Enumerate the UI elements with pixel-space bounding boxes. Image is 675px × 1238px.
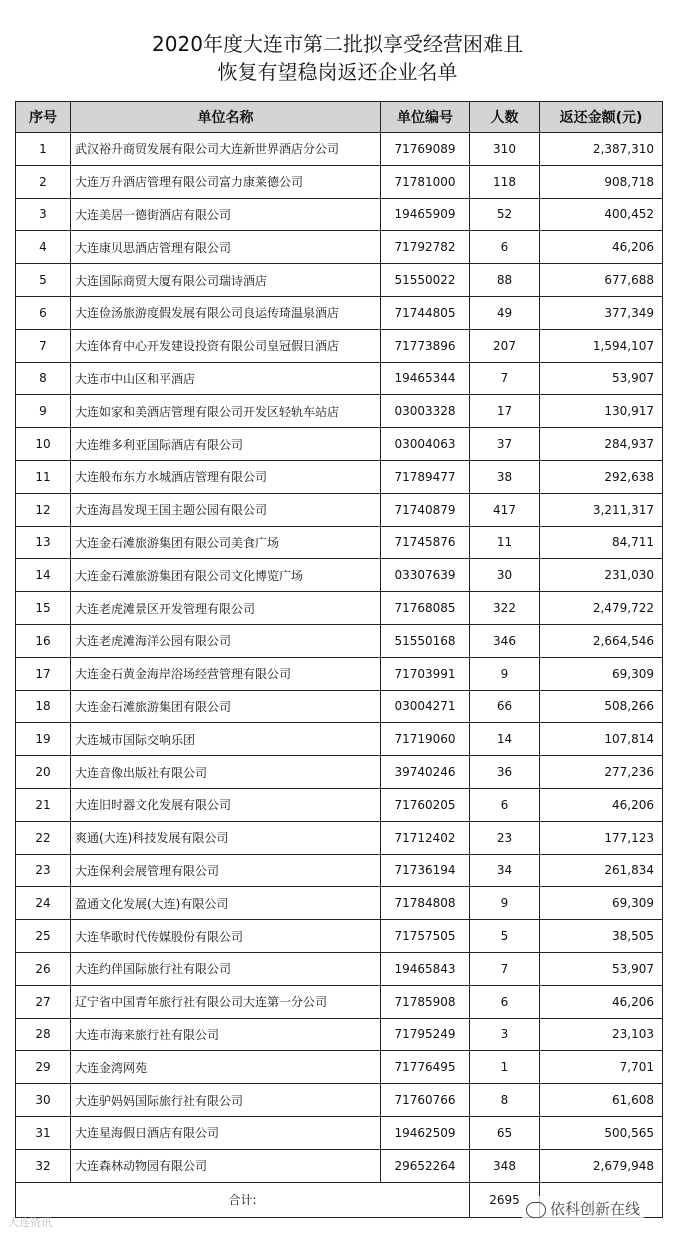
- table-row: [16, 395, 663, 428]
- row-index: 24: [16, 887, 71, 920]
- row-code: 71712402: [381, 821, 470, 854]
- row-code: 71719060: [381, 723, 470, 756]
- row-company: 大连约伴国际旅行社有限公司: [71, 952, 381, 985]
- table-row: [16, 133, 663, 166]
- row-people: 23: [470, 821, 540, 854]
- row-people: 7: [470, 952, 540, 985]
- footer-label: 合计:: [16, 1182, 470, 1217]
- row-code: 19465843: [381, 952, 470, 985]
- row-code: 03003328: [381, 395, 470, 428]
- table-row: [16, 460, 663, 493]
- watermark-left: 大连资讯: [8, 1216, 52, 1229]
- page-title: [0, 30, 675, 86]
- row-company: 盈通文化发展(大连)有限公司: [71, 887, 381, 920]
- watermark-right: [522, 1196, 644, 1221]
- row-people: 52: [470, 198, 540, 231]
- row-people: 38: [470, 460, 540, 493]
- table-row: [16, 657, 663, 690]
- row-company: 大连金石滩旅游集团有限公司文化博览广场: [71, 559, 381, 592]
- row-index: 25: [16, 920, 71, 953]
- table-row: [16, 559, 663, 592]
- row-code: 71757505: [381, 920, 470, 953]
- row-code: 71760766: [381, 1084, 470, 1117]
- row-index: 20: [16, 756, 71, 789]
- row-index: 4: [16, 231, 71, 264]
- row-index: 2: [16, 165, 71, 198]
- row-amount: 46,206: [540, 231, 663, 264]
- row-amount: 69,309: [540, 887, 663, 920]
- row-company: 大连旧时器文化发展有限公司: [71, 788, 381, 821]
- row-amount: 677,688: [540, 264, 663, 297]
- row-company: 大连万升酒店管理有限公司富力康莱德公司: [71, 165, 381, 198]
- table-row: [16, 1051, 663, 1084]
- row-people: 207: [470, 329, 540, 362]
- row-index: 28: [16, 1018, 71, 1051]
- row-index: 32: [16, 1149, 71, 1182]
- row-amount: 2,679,948: [540, 1149, 663, 1182]
- row-code: 71784808: [381, 887, 470, 920]
- row-index: 10: [16, 428, 71, 461]
- row-amount: 2,387,310: [540, 133, 663, 166]
- row-code: 71703991: [381, 657, 470, 690]
- row-amount: 7,701: [540, 1051, 663, 1084]
- row-company: 大连市中山区和平酒店: [71, 362, 381, 395]
- row-company: 大连般布东方水城酒店管理有限公司: [71, 460, 381, 493]
- table-row: [16, 723, 663, 756]
- table-row: [16, 428, 663, 461]
- row-company: 爽通(大连)科技发展有限公司: [71, 821, 381, 854]
- row-index: 21: [16, 788, 71, 821]
- row-company: 大连金石滩旅游集团有限公司美食广场: [71, 526, 381, 559]
- row-company: 大连老虎滩海洋公园有限公司: [71, 624, 381, 657]
- row-amount: 1,594,107: [540, 329, 663, 362]
- title-line-2: 恢复有望稳岗返还企业名单: [217, 60, 458, 84]
- row-index: 22: [16, 821, 71, 854]
- company-table: [15, 101, 663, 1218]
- row-company: 大连国际商贸大厦有限公司瑞诗酒店: [71, 264, 381, 297]
- row-index: 18: [16, 690, 71, 723]
- header-amount: 返还金额(元): [540, 102, 663, 133]
- table-row: [16, 887, 663, 920]
- row-amount: 377,349: [540, 296, 663, 329]
- row-people: 8: [470, 1084, 540, 1117]
- footer-total-people: 2695: [470, 1182, 540, 1217]
- row-people: 7: [470, 362, 540, 395]
- row-amount: 400,452: [540, 198, 663, 231]
- row-amount: 3,211,317: [540, 493, 663, 526]
- row-index: 8: [16, 362, 71, 395]
- row-index: 15: [16, 592, 71, 625]
- row-company: 大连驴妈妈国际旅行社有限公司: [71, 1084, 381, 1117]
- table-row: [16, 1149, 663, 1182]
- row-code: 29652264: [381, 1149, 470, 1182]
- row-company: 大连市海来旅行社有限公司: [71, 1018, 381, 1051]
- row-code: 71789477: [381, 460, 470, 493]
- row-index: 31: [16, 1116, 71, 1149]
- title-line-1: 2020年度大连市第二批拟享受经营困难且: [152, 32, 523, 56]
- row-index: 3: [16, 198, 71, 231]
- row-code: 71795249: [381, 1018, 470, 1051]
- row-company: 大连维多利亚国际酒店有限公司: [71, 428, 381, 461]
- row-company: 大连俭汤旅游度假发展有限公司良运传琦温泉酒店: [71, 296, 381, 329]
- table-row: [16, 296, 663, 329]
- row-code: 51550168: [381, 624, 470, 657]
- row-index: 27: [16, 985, 71, 1018]
- row-code: 03004063: [381, 428, 470, 461]
- row-amount: 130,917: [540, 395, 663, 428]
- row-company: 大连森林动物园有限公司: [71, 1149, 381, 1182]
- row-company: 武汉裕升商贸发展有限公司大连新世界酒店分公司: [71, 133, 381, 166]
- table-row: [16, 526, 663, 559]
- row-code: 03004271: [381, 690, 470, 723]
- row-index: 26: [16, 952, 71, 985]
- row-code: 51550022: [381, 264, 470, 297]
- row-amount: 46,206: [540, 788, 663, 821]
- row-amount: 69,309: [540, 657, 663, 690]
- row-company: 大连城市国际交响乐团: [71, 723, 381, 756]
- row-amount: 61,608: [540, 1084, 663, 1117]
- row-index: 12: [16, 493, 71, 526]
- row-code: 19465909: [381, 198, 470, 231]
- row-code: 71736194: [381, 854, 470, 887]
- row-amount: 53,907: [540, 952, 663, 985]
- row-people: 88: [470, 264, 540, 297]
- row-people: 17: [470, 395, 540, 428]
- row-people: 9: [470, 657, 540, 690]
- table-row: [16, 592, 663, 625]
- row-people: 37: [470, 428, 540, 461]
- row-code: 71760205: [381, 788, 470, 821]
- row-code: 71769089: [381, 133, 470, 166]
- row-people: 322: [470, 592, 540, 625]
- row-amount: 84,711: [540, 526, 663, 559]
- row-company: 大连星海假日酒店有限公司: [71, 1116, 381, 1149]
- table-row: [16, 493, 663, 526]
- row-code: 39740246: [381, 756, 470, 789]
- row-company: 大连如家和美酒店管理有限公司开发区轻轨车站店: [71, 395, 381, 428]
- row-people: 346: [470, 624, 540, 657]
- row-company: 大连老虎滩景区开发管理有限公司: [71, 592, 381, 625]
- row-people: 348: [470, 1149, 540, 1182]
- row-company: 辽宁省中国青年旅行社有限公司大连第一分公司: [71, 985, 381, 1018]
- row-company: 大连音像出版社有限公司: [71, 756, 381, 789]
- row-amount: 107,814: [540, 723, 663, 756]
- row-code: 19462509: [381, 1116, 470, 1149]
- row-people: 417: [470, 493, 540, 526]
- row-people: 6: [470, 231, 540, 264]
- row-company: 大连美居一德街酒店有限公司: [71, 198, 381, 231]
- row-people: 11: [470, 526, 540, 559]
- table-body: [16, 133, 663, 1183]
- table-row: [16, 952, 663, 985]
- table-row: [16, 1084, 663, 1117]
- row-index: 6: [16, 296, 71, 329]
- table-row: [16, 788, 663, 821]
- row-code: 71785908: [381, 985, 470, 1018]
- row-code: 71745876: [381, 526, 470, 559]
- row-amount: 508,266: [540, 690, 663, 723]
- table-row: [16, 854, 663, 887]
- table-row: [16, 329, 663, 362]
- table-row: [16, 198, 663, 231]
- row-index: 7: [16, 329, 71, 362]
- row-index: 11: [16, 460, 71, 493]
- row-people: 36: [470, 756, 540, 789]
- row-people: 310: [470, 133, 540, 166]
- table-row: [16, 165, 663, 198]
- row-people: 1: [470, 1051, 540, 1084]
- row-code: 71744805: [381, 296, 470, 329]
- row-index: 19: [16, 723, 71, 756]
- row-amount: 2,479,722: [540, 592, 663, 625]
- row-amount: 292,638: [540, 460, 663, 493]
- row-amount: 500,565: [540, 1116, 663, 1149]
- wechat-icon: [526, 1202, 546, 1218]
- row-code: 71776495: [381, 1051, 470, 1084]
- row-amount: 908,718: [540, 165, 663, 198]
- watermark-right-text: 依科创新在线: [550, 1200, 641, 1218]
- row-index: 23: [16, 854, 71, 887]
- row-index: 13: [16, 526, 71, 559]
- table-row: [16, 1116, 663, 1149]
- row-amount: 53,907: [540, 362, 663, 395]
- table-row: [16, 1018, 663, 1051]
- row-index: 14: [16, 559, 71, 592]
- row-code: 03307639: [381, 559, 470, 592]
- row-amount: 261,834: [540, 854, 663, 887]
- row-code: 71781000: [381, 165, 470, 198]
- table-header-row: [16, 102, 663, 133]
- table-row: [16, 264, 663, 297]
- row-amount: 177,123: [540, 821, 663, 854]
- row-people: 30: [470, 559, 540, 592]
- row-company: 大连华歌时代传媒股份有限公司: [71, 920, 381, 953]
- row-index: 29: [16, 1051, 71, 1084]
- row-amount: 2,664,546: [540, 624, 663, 657]
- row-people: 49: [470, 296, 540, 329]
- row-company: 大连保利会展管理有限公司: [71, 854, 381, 887]
- table-row: [16, 920, 663, 953]
- table-row: [16, 624, 663, 657]
- row-index: 5: [16, 264, 71, 297]
- row-company: 大连金湾网苑: [71, 1051, 381, 1084]
- row-people: 6: [470, 788, 540, 821]
- row-people: 6: [470, 985, 540, 1018]
- header-company: 单位名称: [71, 102, 381, 133]
- row-amount: 38,505: [540, 920, 663, 953]
- header-code: 单位编号: [381, 102, 470, 133]
- table-row: [16, 362, 663, 395]
- row-company: 大连金石黄金海岸浴场经营管理有限公司: [71, 657, 381, 690]
- header-people: 人数: [470, 102, 540, 133]
- row-code: 19465344: [381, 362, 470, 395]
- header-index: 序号: [16, 102, 71, 133]
- row-people: 66: [470, 690, 540, 723]
- row-company: 大连金石滩旅游集团有限公司: [71, 690, 381, 723]
- table-row: [16, 985, 663, 1018]
- row-index: 16: [16, 624, 71, 657]
- row-amount: 284,937: [540, 428, 663, 461]
- row-people: 34: [470, 854, 540, 887]
- row-amount: 23,103: [540, 1018, 663, 1051]
- row-amount: 46,206: [540, 985, 663, 1018]
- row-amount: 231,030: [540, 559, 663, 592]
- row-code: 71773896: [381, 329, 470, 362]
- row-people: 14: [470, 723, 540, 756]
- table-row: [16, 231, 663, 264]
- table-row: [16, 756, 663, 789]
- row-amount: 277,236: [540, 756, 663, 789]
- row-company: 大连体育中心开发建设投资有限公司皇冠假日酒店: [71, 329, 381, 362]
- row-code: 71768085: [381, 592, 470, 625]
- row-people: 118: [470, 165, 540, 198]
- row-index: 17: [16, 657, 71, 690]
- row-index: 30: [16, 1084, 71, 1117]
- row-code: 71740879: [381, 493, 470, 526]
- row-people: 9: [470, 887, 540, 920]
- table-row: [16, 821, 663, 854]
- row-code: 71792782: [381, 231, 470, 264]
- row-company: 大连海昌发现王国主题公园有限公司: [71, 493, 381, 526]
- row-people: 3: [470, 1018, 540, 1051]
- row-index: 1: [16, 133, 71, 166]
- row-company: 大连康贝思酒店管理有限公司: [71, 231, 381, 264]
- row-index: 9: [16, 395, 71, 428]
- row-people: 5: [470, 920, 540, 953]
- row-people: 65: [470, 1116, 540, 1149]
- table-row: [16, 690, 663, 723]
